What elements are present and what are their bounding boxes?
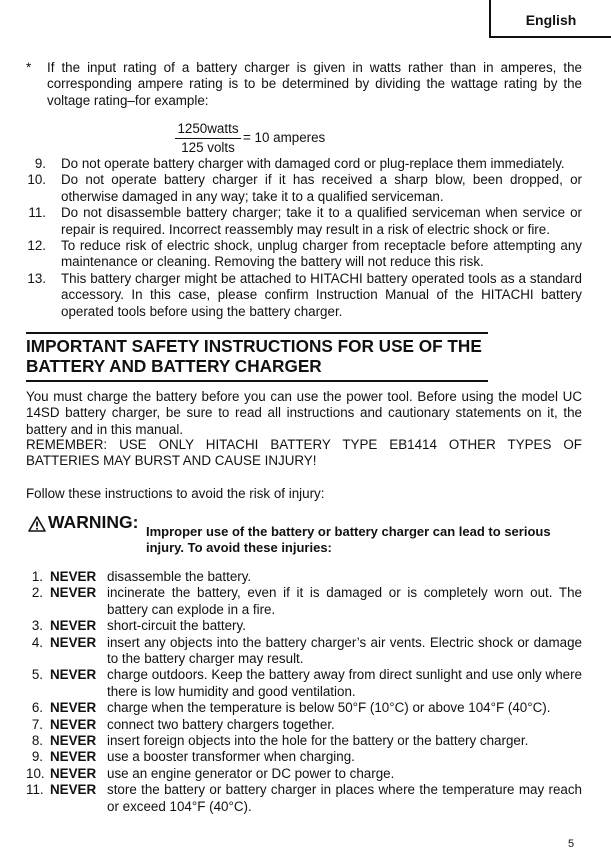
never-keyword: NEVER	[50, 716, 97, 732]
item-text: charge outdoors. Keep the battery away from direct sunlight and use only where there is low humidity and good ventilation.	[107, 667, 582, 699]
item-text: connect two battery chargers together.	[107, 716, 335, 732]
never-keyword: NEVER	[50, 749, 97, 765]
page-number: 5	[568, 838, 575, 850]
never-keyword: NEVER	[50, 569, 97, 584]
list-item	[26, 635, 582, 668]
never-keyword: NEVER	[50, 765, 97, 781]
item-number: 11.	[28, 205, 46, 221]
item-text: Do not operate battery charger with damaged cord or plug-replace them immediately.	[61, 156, 565, 171]
item-number: 10.	[27, 172, 46, 188]
never-keyword: NEVER	[50, 585, 97, 601]
footnote-marker: *	[26, 60, 32, 75]
item-text: disassemble the battery.	[107, 569, 252, 584]
never-list	[26, 569, 582, 815]
ampere-formula	[175, 121, 335, 155]
list-item	[26, 766, 582, 782]
item-text: use a booster transformer when charging.	[107, 749, 355, 765]
never-keyword: NEVER	[50, 618, 97, 634]
item-number: 9.	[31, 749, 43, 765]
list-item	[26, 238, 582, 271]
list-item	[26, 700, 582, 716]
list-item	[26, 749, 582, 765]
fraction-bar	[175, 138, 241, 139]
never-keyword: NEVER	[50, 667, 97, 683]
footnote	[26, 60, 582, 109]
item-number: 13.	[27, 270, 46, 286]
item-text: incinerate the battery, even if it is damaged or is completely worn out. The battery can explode in a fire.	[107, 585, 582, 617]
never-keyword: NEVER	[50, 733, 97, 749]
heading-rule-top	[26, 332, 488, 334]
never-keyword: NEVER	[50, 700, 97, 716]
item-text: insert any objects into the battery charger’s air vents. Electric shock or damage to the battery charger may result.	[107, 634, 582, 667]
list-item	[26, 271, 582, 320]
warning-text: Improper use of the battery or battery charger can lead to serious injury. To avoid these injuries:	[146, 524, 551, 556]
list-item	[26, 205, 582, 238]
charger-instruction-list	[26, 156, 582, 320]
item-number: 7.	[31, 716, 43, 732]
item-text: store the battery or battery charger in places where the temperature may reach or exceed 104°F (40°C).	[107, 782, 582, 814]
item-number: 4.	[31, 634, 43, 650]
follow-paragraph: Follow these instructions to avoid the risk of injury:	[26, 486, 325, 501]
warning-triangle-icon	[28, 516, 46, 536]
item-text: Do not disassemble battery charger; take it to a qualified serviceman when service or repair is required. Incorrect reassembly may result in a risk of electric shock or fire.	[61, 205, 582, 237]
item-text: charge when the temperature is below 50°F (10°C) or above 104°F (40°C).	[107, 700, 551, 716]
section-heading: IMPORTANT SAFETY INSTRUCTIONS FOR USE OF THE BATTERY AND BATTERY CHARGER	[26, 336, 482, 376]
item-number: 12.	[27, 238, 46, 254]
item-number: 6.	[31, 700, 43, 716]
list-item	[26, 733, 582, 749]
item-number: 9.	[34, 156, 46, 171]
formula-result: = 10 amperes	[243, 130, 326, 145]
footnote-text: If the input rating of a battery charger is given in watts rather than in amperes, the corresponding ampere rating is to be determined by dividing the wattage rating by the voltage rating–for example:	[47, 60, 582, 108]
item-text: short-circuit the battery.	[107, 618, 246, 634]
item-text: use an engine generator or DC power to charge.	[107, 765, 395, 781]
item-number: 5.	[31, 667, 43, 683]
language-tab: English	[489, 0, 611, 38]
item-number: 2.	[31, 585, 43, 601]
item-text: insert foreign objects into the hole for the battery or the battery charger.	[107, 733, 529, 749]
intro-paragraph: You must charge the battery before you can use the power tool. Before using the model UC 14SD battery charger, be sure to read all instructions and cautionary statements on it, the battery and in this manual.	[26, 389, 582, 437]
formula-numerator: 1250watts	[177, 121, 239, 136]
list-item	[26, 156, 582, 172]
heading-rule-bottom	[26, 380, 488, 382]
never-keyword: NEVER	[50, 634, 97, 650]
item-number: 10.	[26, 765, 45, 781]
warning-label: WARNING:	[48, 512, 139, 532]
list-item	[26, 782, 582, 815]
item-number: 11.	[26, 782, 44, 798]
item-number: 1.	[31, 569, 43, 584]
remember-paragraph: REMEMBER: USE ONLY HITACHI BATTERY TYPE EB1414 OTHER TYPES OF BATTERIES MAY BURST AND CAUSE INJURY!	[26, 437, 582, 469]
formula-denominator: 125 volts	[181, 140, 235, 155]
item-number: 3.	[31, 618, 43, 634]
list-item	[26, 172, 582, 205]
list-item	[26, 717, 582, 733]
list-item	[26, 585, 582, 618]
list-item	[26, 667, 582, 700]
item-text: To reduce risk of electric shock, unplug charger from receptacle before attempting any maintenance or cleaning. Removing the battery will not reduce this risk.	[61, 238, 582, 270]
item-number: 8.	[31, 733, 43, 749]
item-text: Do not operate battery charger if it has received a sharp blow, been dropped, or otherwise damaged in any way; take it to a qualified serviceman.	[61, 172, 582, 204]
item-text: This battery charger might be attached to HITACHI battery operated tools as a standard accessory. In this case, please confirm Instruction Manual of the HITACHI battery operated tools before using the battery charger.	[61, 270, 582, 319]
list-item	[26, 569, 582, 585]
never-keyword: NEVER	[50, 782, 97, 798]
list-item	[26, 618, 582, 634]
